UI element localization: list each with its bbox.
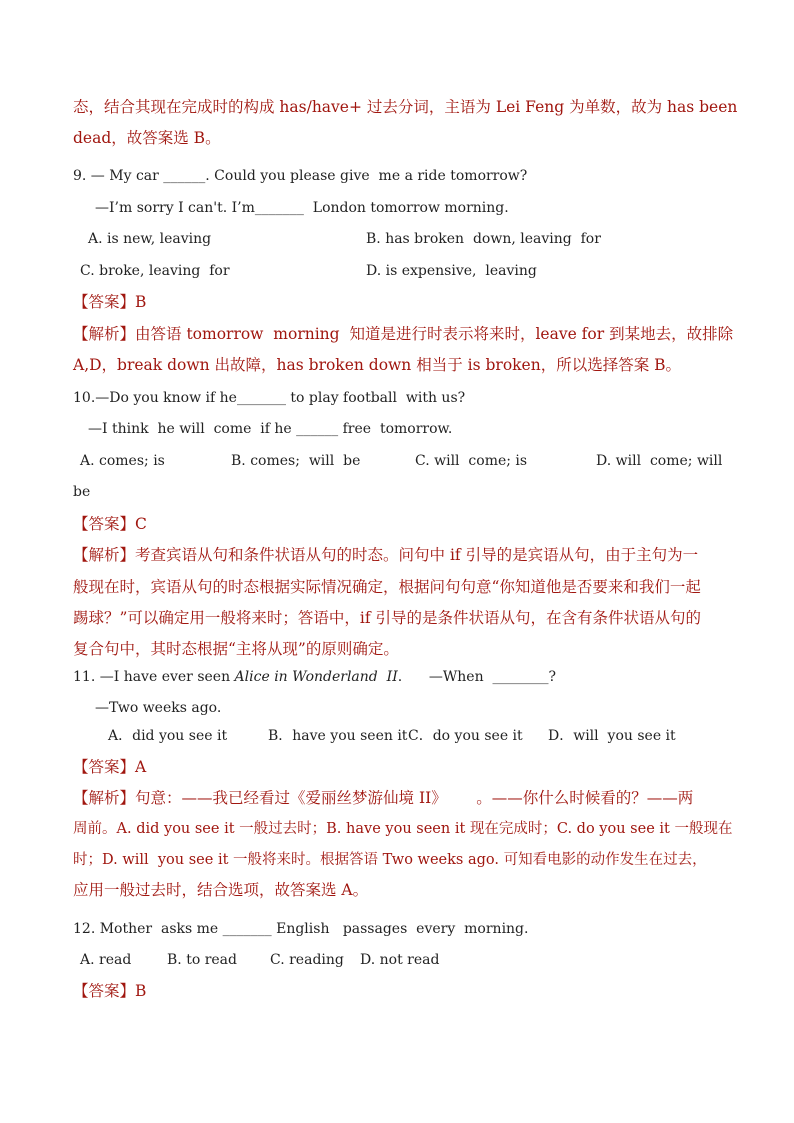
q9-option-c: C. broke, leaving for [80,263,230,279]
q10-option-c: C. will come; is [415,453,528,469]
q10-analysis-line-1 [73,545,698,565]
q11-stem-title: Alice in Wonderland II [234,669,398,685]
q9-answer [73,292,146,312]
q12-option-c: C. reading [270,952,344,968]
q10-reply: —I think he will come if he ______ free tomorrow. [88,421,453,437]
q10-option-b: B. comes; will be [231,453,361,469]
q11-option-c: C．do you see it [408,728,523,744]
q9-analysis-line-2: A,D，break down 出故障，has broken down 相当于 is broken，所以选择答案 B。 [73,356,682,374]
q9-reply: —I’m sorry I can't. I’m_______ London tomorrow morning. [95,200,509,216]
q9-analysis-line-1 [73,324,733,344]
q9-stem: 9. — My car ______. Could you please give me a ride tomorrow? [73,168,528,184]
q11-option-d: D．will you see it [548,728,676,744]
q10-stem: 10.—Do you know if he_______ to play football with us? [73,390,466,406]
q11-answer [73,757,146,777]
prev-analysis-line-2: dead，故答案选 B。 [73,129,221,147]
analysis-text: 由答语 tomorrow morning 知道是进行时表示将来时，leave for 到某地去，故排除 [135,325,734,343]
q11-option-a: A．did you see it [108,728,228,744]
q11-analysis-line-4: 应用一般过去时，结合选项，故答案选 A。 [73,881,369,899]
q12-option-b: B. to read [167,952,237,968]
q10-option-a: A. comes; is [80,453,165,469]
q10-analysis-line-4: 复合句中，其时态根据“主将从现”的原则确定。 [73,640,399,658]
q12-stem: 12. Mother asks me _______ English passages every morning. [73,921,529,937]
q9-option-a: A. is new, leaving [88,231,212,247]
answer-value: B [135,293,147,311]
analysis-tag: 【解析】 [73,789,136,807]
q11-reply: —Two weeks ago. [95,700,222,716]
analysis-tag: 【解析】 [73,325,136,343]
answer-value: B [135,982,147,1000]
analysis-text: 考查宾语从句和条件状语从句的时态。问句中 if 引导的是宾语从句，由于主句为一 [135,546,699,564]
q11-analysis-line-3: 时；D. will you see it 一般将来时。根据答语 Two weeks ago. 可知看电影的动作发生在过去， [73,852,707,868]
answer-tag: 【答案】 [73,515,136,533]
q11-option-b: B．have you seen it [268,728,408,744]
q9-option-d: D. is expensive, leaving [366,263,537,279]
q10-answer [73,514,147,534]
q10-option-d-wrap: be [73,484,91,500]
q10-analysis-line-3: 踢球？”可以确定用一般将来时；答语中，if 引导的是条件状语从句，在含有条件状语从句的 [73,609,702,627]
q10-analysis-line-2: 般现在时，宾语从句的时态根据实际情况确定，根据问句句意“你知道他是否要来和我们一起 [73,578,701,596]
q11-analysis-line-2: 周前。A. did you see it 一般过去时；B. have you seen it 现在完成时；C. do you see it 一般现在 [73,821,733,837]
answer-value: A [135,758,147,776]
q12-option-d: D. not read [360,952,440,968]
q11-stem-pre: 11. —I have ever seen [73,669,235,685]
prev-analysis-line-1: 态，结合其现在完成时的构成 has/have+ 过去分词，主语为 Lei Feng 为单数，故为 has been [73,98,738,116]
answer-tag: 【答案】 [73,758,136,776]
analysis-text: 句意：——我已经看过《爱丽丝梦游仙境 II》 。——你什么时候看的？——两 [135,789,694,807]
answer-value: C [135,515,147,533]
q12-option-a: A. read [80,952,132,968]
q9-option-b: B. has broken down, leaving for [366,231,601,247]
analysis-tag: 【解析】 [73,546,136,564]
answer-tag: 【答案】 [73,982,136,1000]
q11-stem [73,667,556,687]
q12-answer [73,981,146,1001]
q11-stem-post: . —When ________? [397,669,556,685]
q10-option-d: D. will come; will [596,453,723,469]
answer-tag: 【答案】 [73,293,136,311]
q11-analysis-line-1 [73,788,693,808]
